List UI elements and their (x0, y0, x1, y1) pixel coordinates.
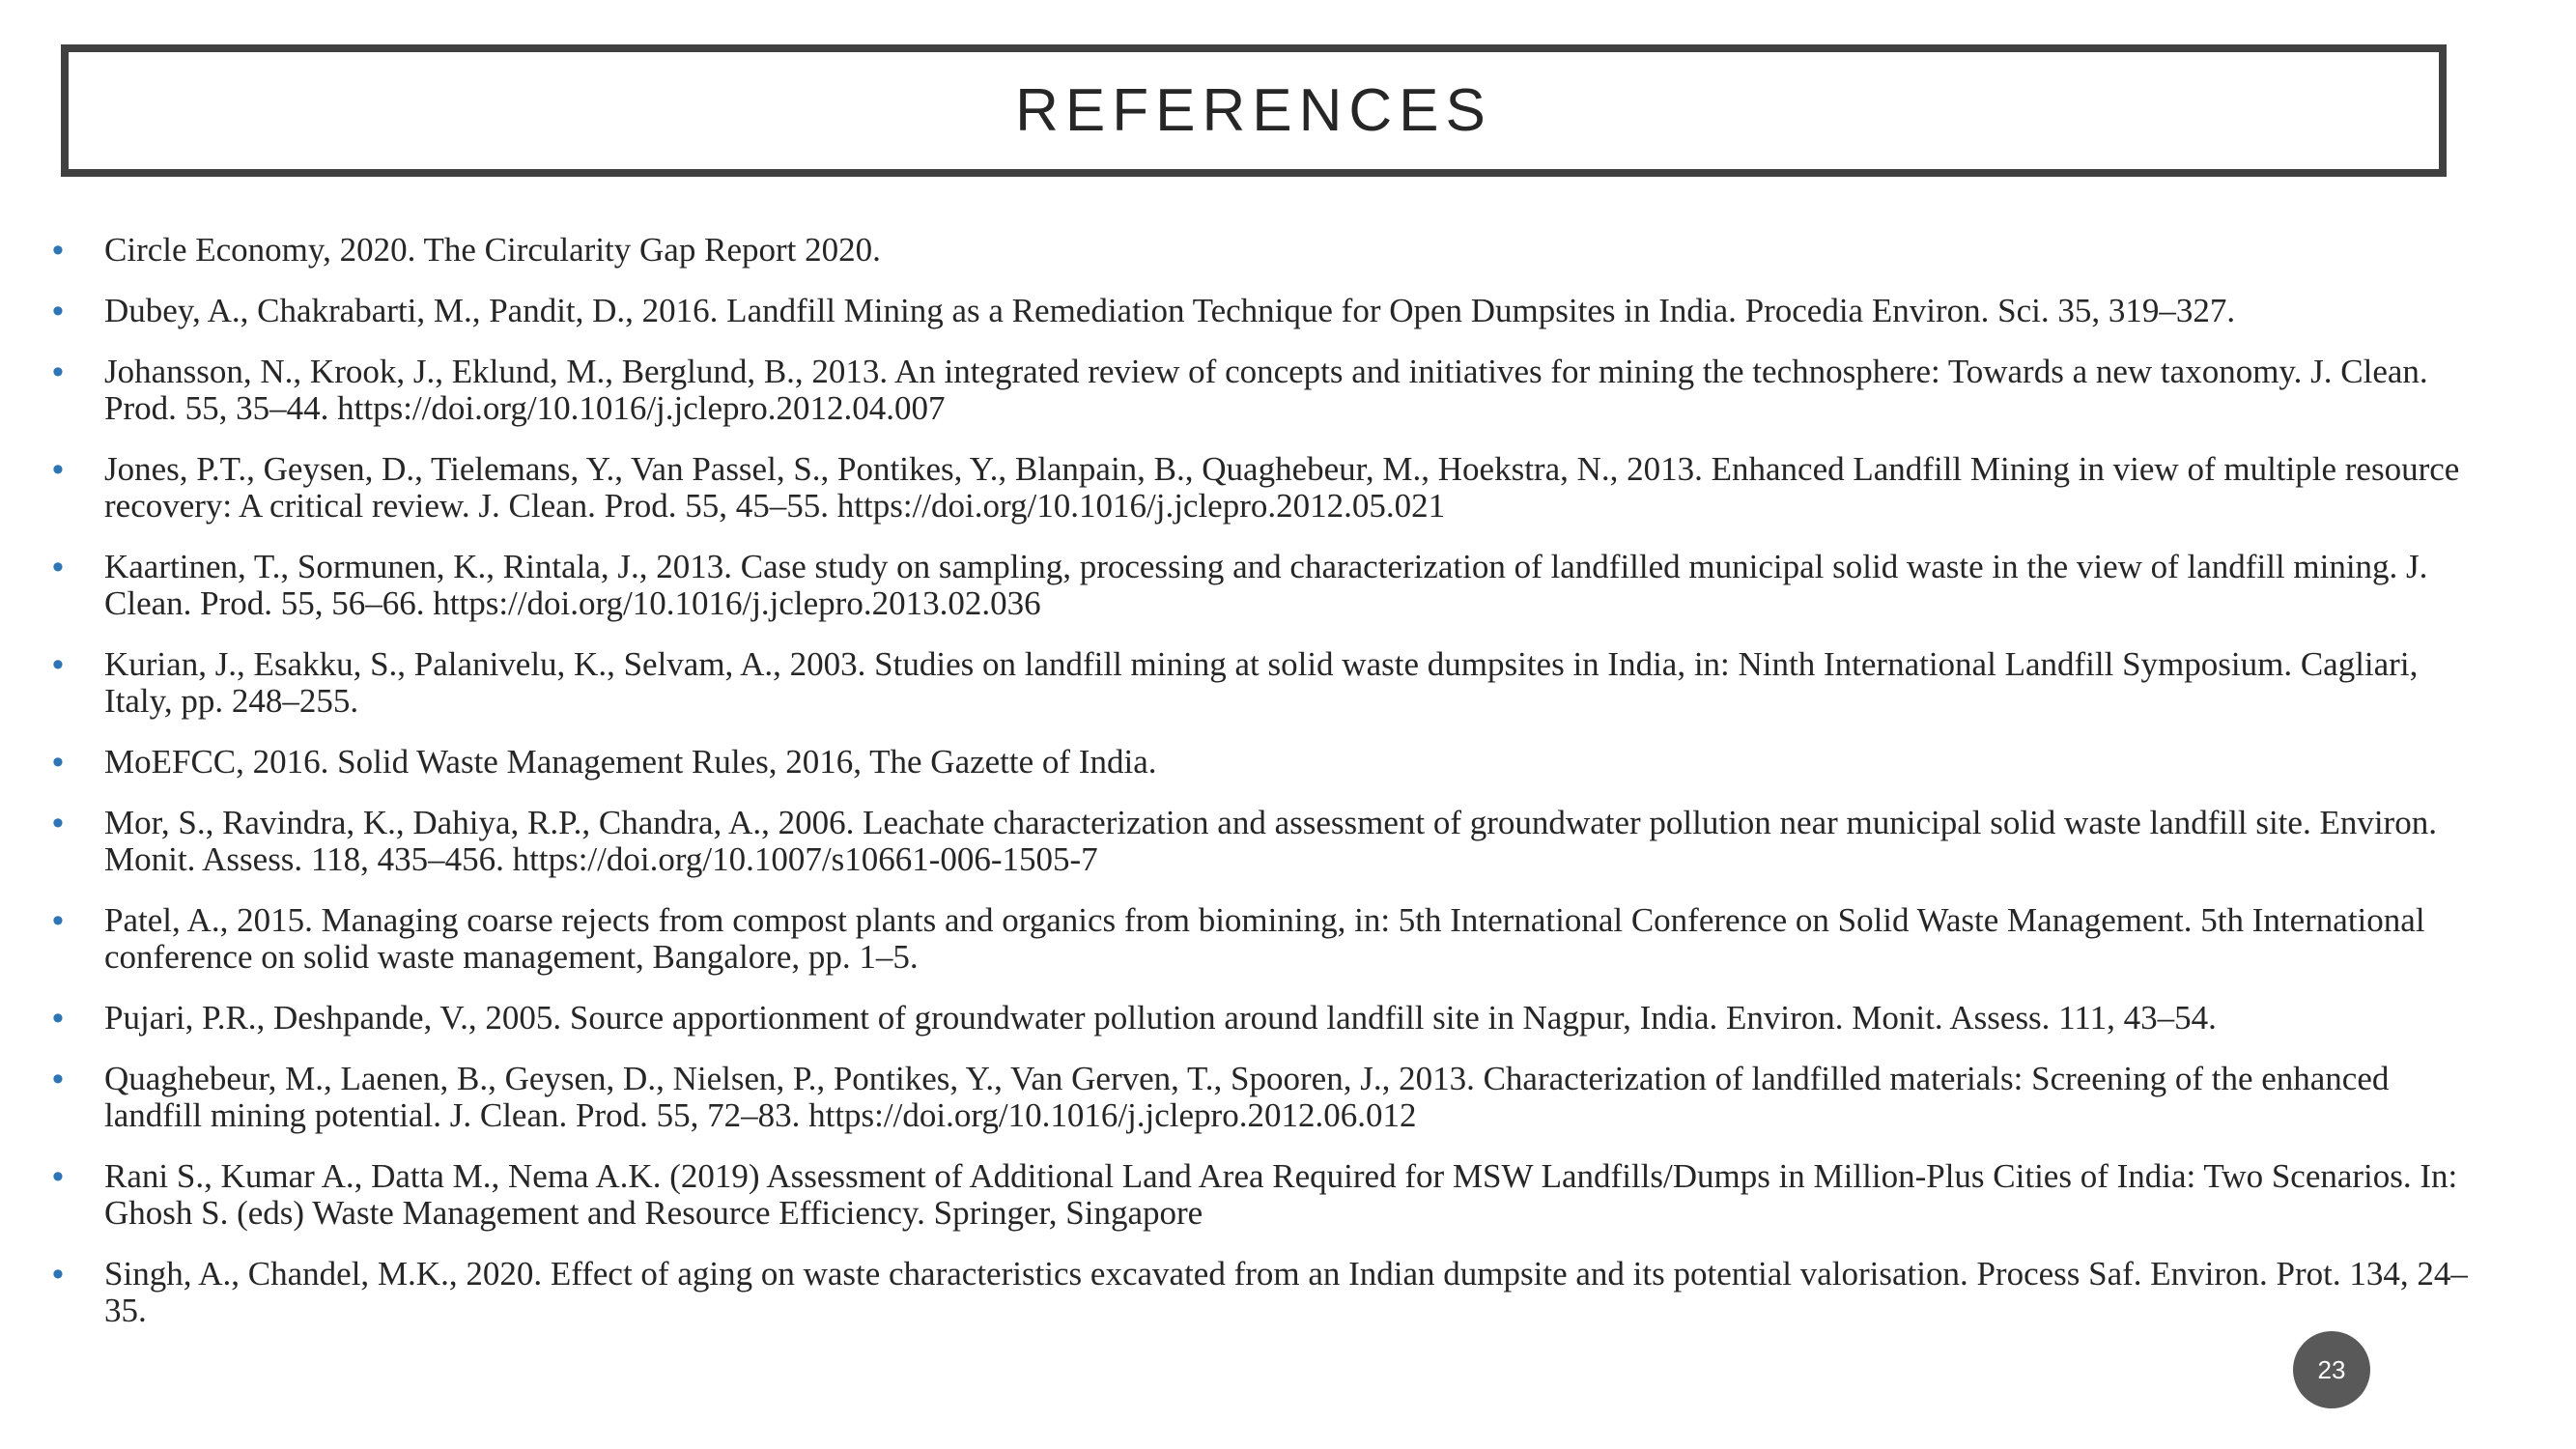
reference-text: Circle Economy, 2020. The Circularity Gap Report 2020. (104, 231, 881, 269)
page-number-badge (2293, 1331, 2370, 1408)
bullet-icon: • (52, 1158, 64, 1195)
reference-item (48, 1000, 2473, 1037)
bullet-icon: • (52, 232, 64, 269)
reference-item (48, 232, 2473, 269)
bullet-icon: • (52, 549, 64, 585)
bullet-icon: • (52, 744, 64, 781)
reference-text: Pujari, P.R., Deshpande, V., 2005. Source apportionment of groundwater pollution around landfill site in Nagpur, India. Environ. Monit. Assess. 111, 43–54. (104, 999, 2217, 1037)
reference-text: Patel, A., 2015. Managing coarse rejects from compost plants and organics from biomining, in: 5th International Conference on Solid Waste Management. 5th International conference on solid waste management, Bangalore, pp. 1–5. (104, 901, 2425, 976)
reference-text: Jones, P.T., Geysen, D., Tielemans, Y., Van Passel, S., Pontikes, Y., Blanpain, B., Quaghebeur, M., Hoekstra, N., 2013. Enhanced Landfill Mining in view of multiple resource recovery: A critical review. J. Clean. Prod. 55, 45–55. https://doi.org/10.1016/j.jclepro.2012.05.021 (104, 450, 2460, 525)
bullet-icon: • (52, 1256, 64, 1293)
reference-text: Quaghebeur, M., Laenen, B., Geysen, D., Nielsen, P., Pontikes, Y., Van Gerven, T., Spooren, J., 2013. Characterization of landfilled materials: Screening of the enhanced landfill mining potential. J. Clean. Prod. 55, 72–83. https://doi.org/10.1016/j.jclepro.2012.06.012 (104, 1060, 2390, 1134)
reference-item (48, 1061, 2473, 1134)
reference-text: Mor, S., Ravindra, K., Dahiya, R.P., Chandra, A., 2006. Leachate characterization and assessment of groundwater pollution near municipal solid waste landfill site. Environ. Monit. Assess. 118, 435–456. https://doi.org/10.1007/s10661-006-1505-7 (104, 804, 2437, 878)
reference-text: Rani S., Kumar A., Datta M., Nema A.K. (2019) Assessment of Additional Land Area Required for MSW Landfills/Dumps in Million-Plus Cities of India: Two Scenarios. In: Ghosh S. (eds) Waste Management and Resource Efficiency. Springer, Singapore (104, 1157, 2458, 1232)
bullet-icon: • (52, 1000, 64, 1037)
reference-item (48, 1158, 2473, 1232)
slide-title: REFERENCES (1015, 77, 1492, 144)
reference-item (48, 744, 2473, 781)
reference-list (48, 232, 2473, 1353)
title-box (61, 44, 2447, 177)
reference-text: Kurian, J., Esakku, S., Palanivelu, K., Selvam, A., 2003. Studies on landfill mining at solid waste dumpsites in India, in: Ninth International Landfill Symposium. Cagliari, Italy, pp. 248–255. (104, 645, 2419, 720)
reference-item (48, 646, 2473, 720)
reference-item (48, 805, 2473, 878)
reference-text: Johansson, N., Krook, J., Eklund, M., Berglund, B., 2013. An integrated review of concepts and initiatives for mining the technosphere: Towards a new taxonomy. J. Clean. Prod. 55, 35–44. https://doi.org/10.1016/j.jclepro.2012.04.007 (104, 353, 2428, 427)
bullet-icon: • (52, 805, 64, 841)
page-number: 23 (2317, 1354, 2346, 1384)
reference-item (48, 549, 2473, 622)
reference-item (48, 354, 2473, 427)
bullet-icon: • (52, 646, 64, 683)
reference-text: Dubey, A., Chakrabarti, M., Pandit, D., 2016. Landfill Mining as a Remediation Technique for Open Dumpsites in India. Procedia Environ. Sci. 35, 319–327. (104, 292, 2236, 329)
reference-text: Kaartinen, T., Sormunen, K., Rintala, J., 2013. Case study on sampling, processing and characterization of landfilled municipal solid waste in the view of landfill mining. J. Clean. Prod. 55, 56–66. https://doi.org/10.1016/j.jclepro.2013.02.036 (104, 548, 2428, 622)
bullet-icon: • (52, 293, 64, 329)
bullet-icon: • (52, 902, 64, 939)
bullet-icon: • (52, 354, 64, 390)
reference-text: Singh, A., Chandel, M.K., 2020. Effect of aging on waste characteristics excavated from an Indian dumpsite and its potential valorisation. Process Saf. Environ. Prot. 134, 24–35. (104, 1255, 2468, 1329)
reference-item (48, 451, 2473, 525)
bullet-icon: • (52, 1061, 64, 1097)
reference-item (48, 293, 2473, 329)
bullet-icon: • (52, 451, 64, 488)
reference-text: MoEFCC, 2016. Solid Waste Management Rules, 2016, The Gazette of India. (104, 743, 1157, 781)
reference-item (48, 902, 2473, 976)
reference-item (48, 1256, 2473, 1329)
